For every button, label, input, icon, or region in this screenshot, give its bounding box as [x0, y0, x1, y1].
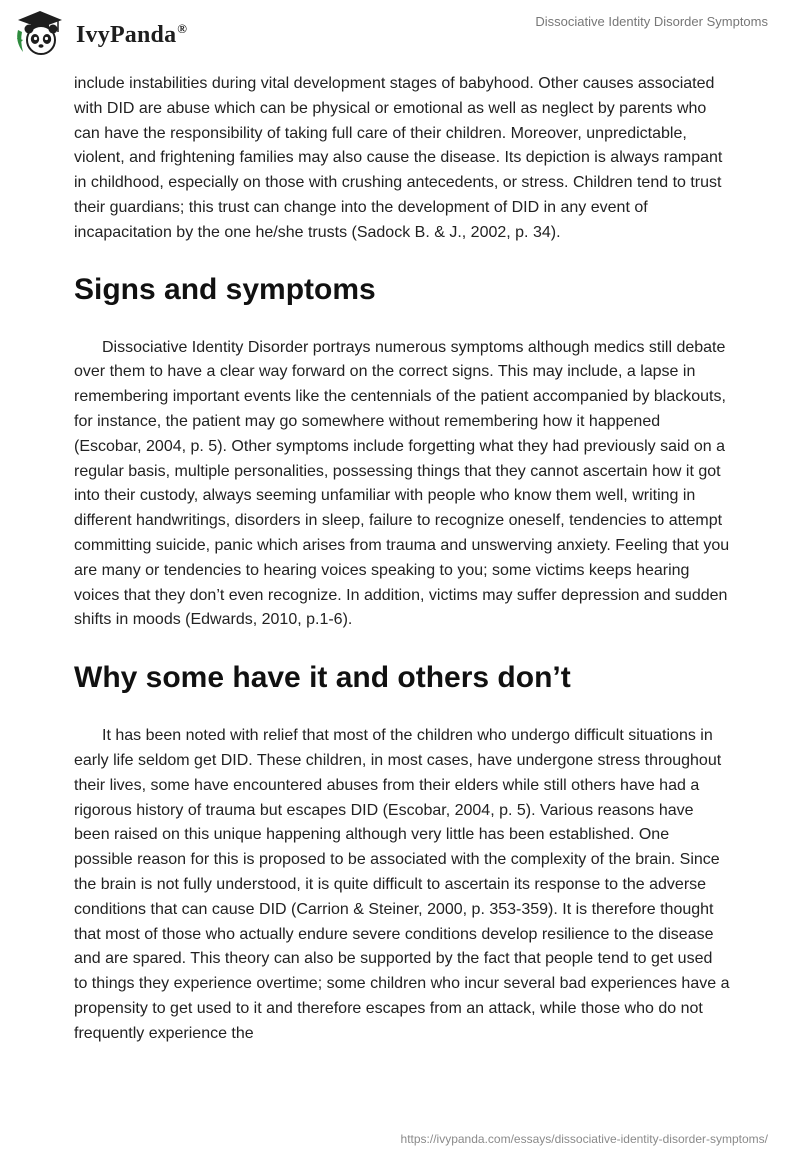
essay-content — [74, 72, 730, 1047]
signs-paragraph: Dissociative Identity Disorder portrays numerous symptoms although medics still debate over them to have a clear way forward on the correct signs. This may include, a lapse in remembering important events like the centennials of the patient accompanied by blackouts, for instance, the patient may go somewhere without remembering how it happened (Escobar, 2004, p. 5). Other symptoms include forgetting what they had previously said on a regular basis, multiple personalities, possessing things that they cannot ascertain how it got into their custody, always seeming unfamiliar with people who know them well, writing in different handwritings, disorders in sleep, failure to recognize oneself, tendencies to attempt committing suicide, panic which arises from trauma and unswerving anxiety. Feeling that you are many or tendencies to hearing voices speaking to you; some victims keeps hearing voices that they don’t even recognize. In addition, victims may suffer depression and sudden shifts in moods (Edwards, 2010, p.1-6). — [74, 338, 730, 629]
why-paragraph: It has been noted with relief that most of the children who undergo difficult situations in early life seldom get DID. These children, in most cases, have undergone stress throughout their lives, some have encountered abuses from their elders while still others have had a rigorous history of trauma but escapes DID (Escobar, 2004, p. 5). Various reasons have been raised on this unique happening although very little has been established. One possible reason for this is proposed to be associated with the complexity of the brain. Since the brain is not fully understood, it is quite difficult to ascertain its response to the adverse conditions that can cause DID (Carrion & Steiner, 2000, p. 353-359). It is therefore thought that most of those who actually endure severe conditions develop resilience to the disease and are spared. This theory can also be supported by the fact that people tend to get used to things they experience overtime; some children who incur several bad experiences have a propensity to get used to it and therefore escapes from an attack, while those who do not frequently experience the — [74, 727, 730, 1042]
source-url[interactable]: https://ivypanda.com/essays/dissociative-identity-disorder-symptoms/ — [400, 1132, 768, 1146]
page-header — [0, 0, 800, 66]
document-title: Dissociative Identity Disorder Symptoms — [535, 14, 768, 29]
brand-name: IvyPanda® — [76, 21, 188, 48]
brand-logo[interactable] — [14, 8, 187, 58]
section-heading-signs: Signs and symptoms — [74, 272, 376, 306]
section-heading-why: Why some have it and others don’t — [74, 661, 571, 695]
intro-paragraph: include instabilities during vital development stages of babyhood. Other causes associated with DID are abuse which can be physical or emotional as well as neglect by parents who can have the responsibility of taking full care of their children. Moreover, unpredictable, violent, and frightening families may also cause the disease. Its depiction is always rampant in childhood, especially on those with crushing antecedents, or stress. Children tend to trust their guardians; this trust can change into the development of DID in any event of incapacitation by the one he/she trusts (Sadock B. & J., 2002, p. 34). — [74, 75, 723, 241]
panda-graduation-cap-icon — [14, 8, 66, 58]
